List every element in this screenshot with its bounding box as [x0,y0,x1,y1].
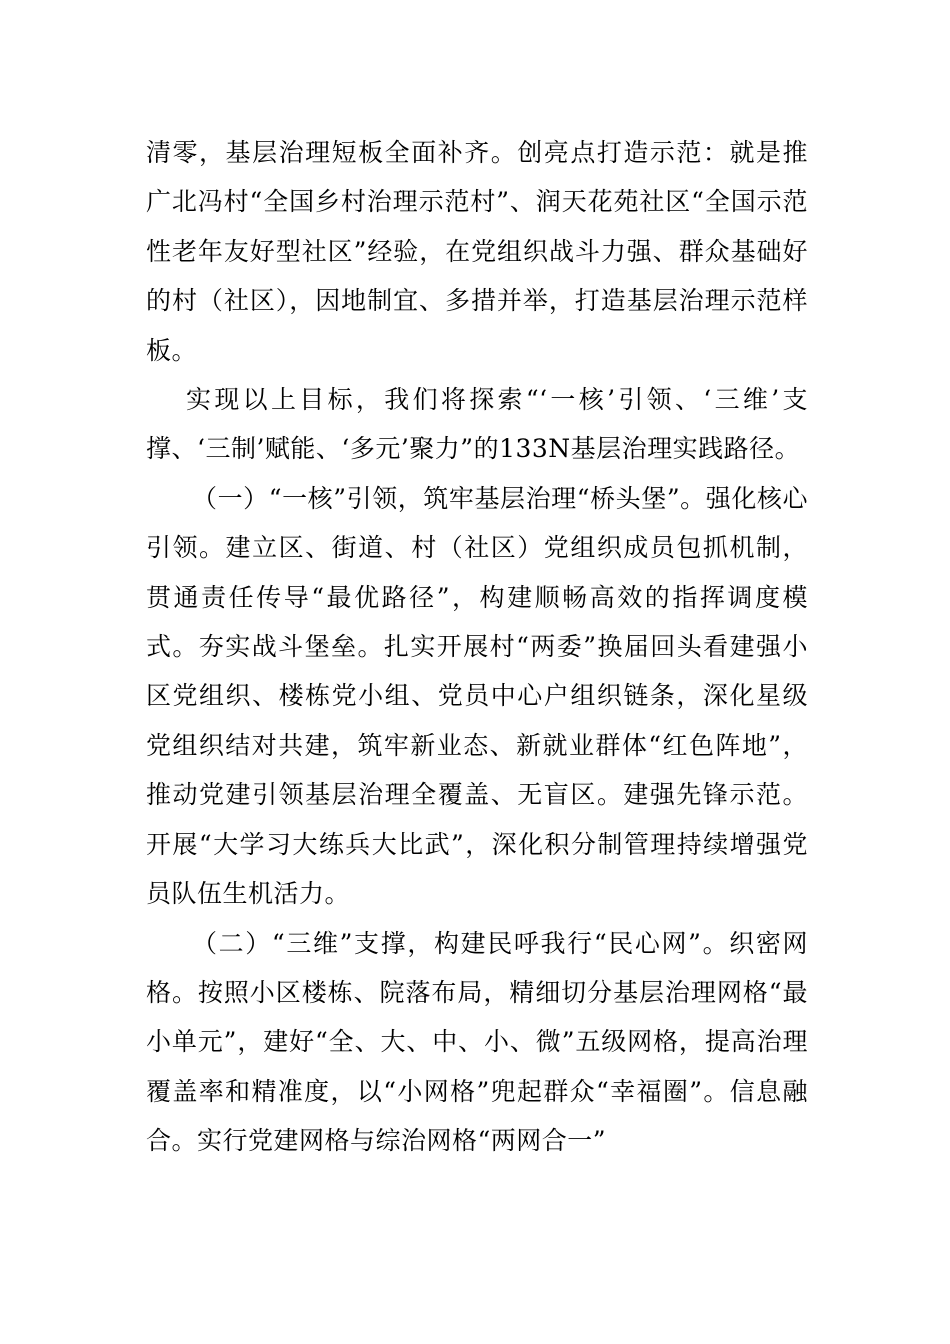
paragraph-goal-summary: 实现以上目标，我们将探索“‘一核’引领、‘三维’支撑、‘三制’赋能、‘多元’聚力”的133N基层治理实践路径。 [146,385,808,464]
paragraph-section-two: （二）“三维”支撑，构建民呼我行“民心网”。织密网格。按照小区楼栋、院落布局，精细切分基层治理网格“最小单元”，建好“全、大、中、小、微”五级网格，提高治理覆盖率和精准度，以“小网格”兜起群众“幸福圈”。信息融合。实行党建网格与综治网格“两网合一” [146,928,808,1156]
document-body [146,128,808,1166]
paragraph-section-one: （一）“一核”引领，筑牢基层治理“桥头堡”。强化核心引领。建立区、街道、村（社区）党组织成员包抓机制，贯通责任传导“最优路径”，构建顺畅高效的指挥调度模式。夯实战斗堡垒。扎实开展村“两委”换届回头看建强小区党组织、楼栋党小组、党员中心户组织链条，深化星级党组织结对共建，筑牢新业态、新就业群体“红色阵地”，推动党建引领基层治理全覆盖、无盲区。建强先锋示范。开展“大学习大练兵大比武”，深化积分制管理持续增强党员队伍生机活力。 [146,483,808,909]
paragraph-continued: 清零，基层治理短板全面补齐。创亮点打造示范：就是推广北冯村“全国乡村治理示范村”、润天花苑社区“全国示范性老年友好型社区”经验，在党组织战斗力强、群众基础好的村（社区），因地制宜、多措并举，打造基层治理示范样板。 [146,138,808,365]
